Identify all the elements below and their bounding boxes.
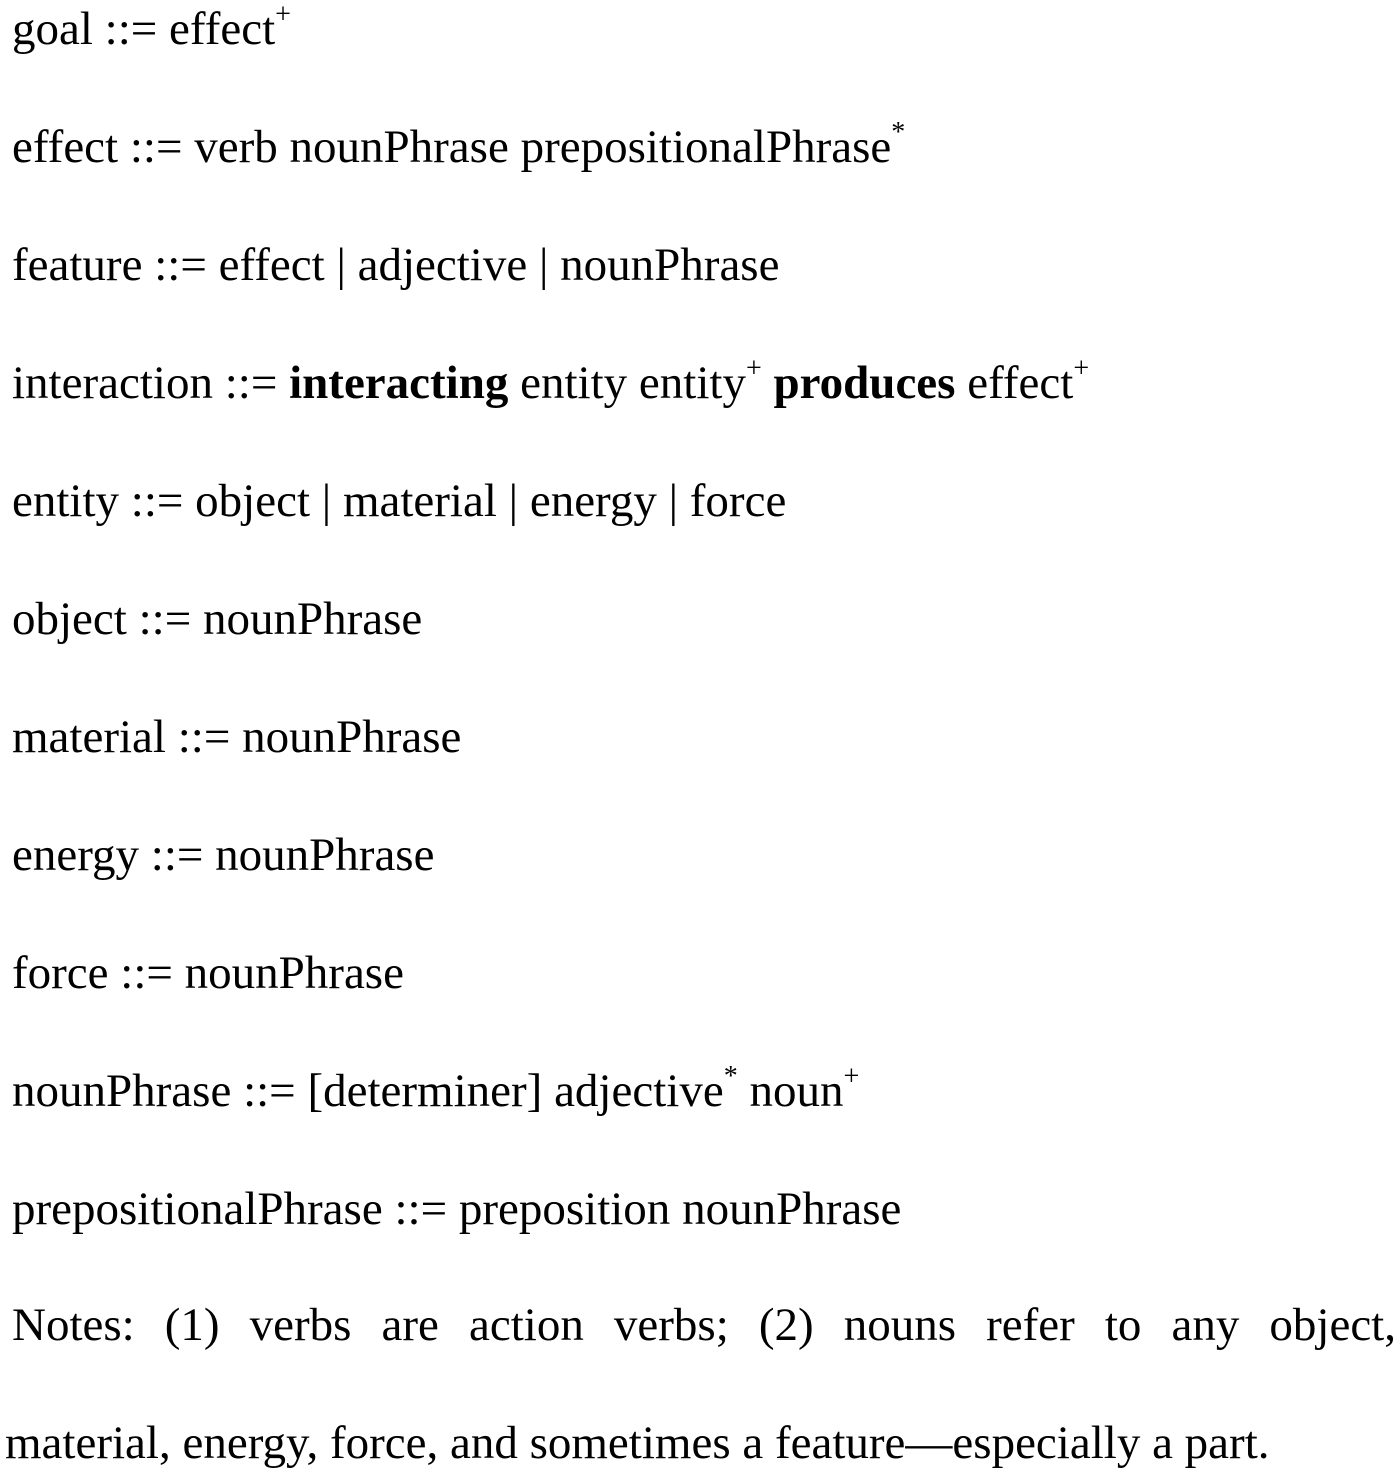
rule-nounphrase — [12, 1062, 1396, 1121]
alternation-bar: | — [321, 475, 332, 527]
alternation-bar: | — [538, 239, 549, 291]
rule-term: nounPhrase — [184, 947, 404, 999]
rule-term: nounPhrase — [242, 711, 462, 763]
alternation-bar: | — [668, 475, 679, 527]
rule-lhs: material — [12, 711, 166, 763]
rule-term: nounPhrase — [560, 239, 780, 291]
rule-interaction — [12, 354, 1396, 413]
rule-lhs: effect — [12, 121, 119, 173]
rule-lhs: interaction — [12, 357, 213, 409]
rule-operator: ::= — [177, 711, 231, 763]
notes-line-2: material, energy, force, and sometimes a feature—especially a part. — [5, 1417, 1270, 1469]
rule-term: prepositionalPhrase — [520, 121, 892, 173]
star-superscript: * — [723, 1061, 738, 1092]
plus-superscript: + — [275, 0, 291, 30]
rule-lhs: force — [12, 947, 109, 999]
rule-term: verb — [194, 121, 278, 173]
rule-term: effect — [218, 239, 325, 291]
rule-lhs: energy — [12, 829, 140, 881]
plus-superscript: + — [745, 353, 762, 384]
rule-effect — [12, 118, 1396, 177]
rule-term: object — [195, 475, 311, 527]
rule-energy — [12, 826, 1396, 885]
rule-entity — [12, 472, 1396, 531]
rule-operator: ::= — [224, 357, 278, 409]
rule-term: nounPhrase — [202, 593, 423, 645]
rule-term: [determiner] — [307, 1065, 543, 1117]
rule-operator: ::= — [154, 239, 207, 291]
rule-term: force — [689, 475, 787, 527]
alternation-bar: | — [336, 239, 346, 291]
rule-lhs: feature — [12, 239, 143, 291]
rule-term: adjective — [357, 239, 528, 291]
rule-operator: ::= — [130, 475, 184, 527]
star-superscript: * — [891, 117, 906, 148]
rule-term: entity — [520, 357, 628, 409]
rule-term: effect — [967, 357, 1074, 409]
rule-material — [12, 708, 1396, 767]
notes-paragraph — [5, 1296, 1396, 1469]
rule-operator: ::= — [243, 1065, 296, 1117]
rule-goal — [12, 0, 1396, 59]
rule-term: adjective — [554, 1065, 724, 1117]
keyword-interacting: interacting — [289, 357, 509, 409]
rule-lhs: object — [12, 593, 127, 645]
rule-term: nounPhrase — [682, 1183, 902, 1235]
rule-term: nounPhrase — [215, 829, 435, 881]
rule-term: material — [342, 475, 497, 527]
grammar-rules — [12, 0, 1396, 1239]
keyword-produces: produces — [773, 357, 956, 409]
alternation-bar: | — [508, 475, 519, 527]
rule-lhs: prepositionalPhrase — [12, 1183, 383, 1235]
rule-term: effect — [169, 3, 276, 55]
rule-feature — [12, 236, 1396, 295]
rule-prepositionalphrase — [12, 1180, 1396, 1239]
rule-term: entity — [638, 357, 746, 409]
rule-operator: ::= — [104, 3, 158, 55]
rule-lhs: entity — [12, 475, 120, 527]
rule-lhs: goal — [12, 3, 93, 55]
rule-operator: ::= — [138, 593, 192, 645]
rule-operator: ::= — [150, 829, 204, 881]
plus-superscript: + — [843, 1061, 860, 1092]
rule-object — [12, 590, 1396, 649]
rule-force — [12, 944, 1396, 1003]
rule-term: preposition — [458, 1183, 671, 1235]
rule-term: energy — [529, 475, 657, 527]
rule-lhs: nounPhrase — [12, 1065, 232, 1117]
notes-line-1: Notes: (1) verbs are action verbs; (2) nouns refer to any object, — [12, 1299, 1396, 1351]
rule-term: nounPhrase — [289, 121, 509, 173]
rule-term: noun — [749, 1065, 844, 1117]
plus-superscript: + — [1073, 353, 1090, 384]
rule-operator: ::= — [120, 947, 173, 999]
rule-operator: ::= — [394, 1183, 448, 1235]
rule-operator: ::= — [129, 121, 183, 173]
